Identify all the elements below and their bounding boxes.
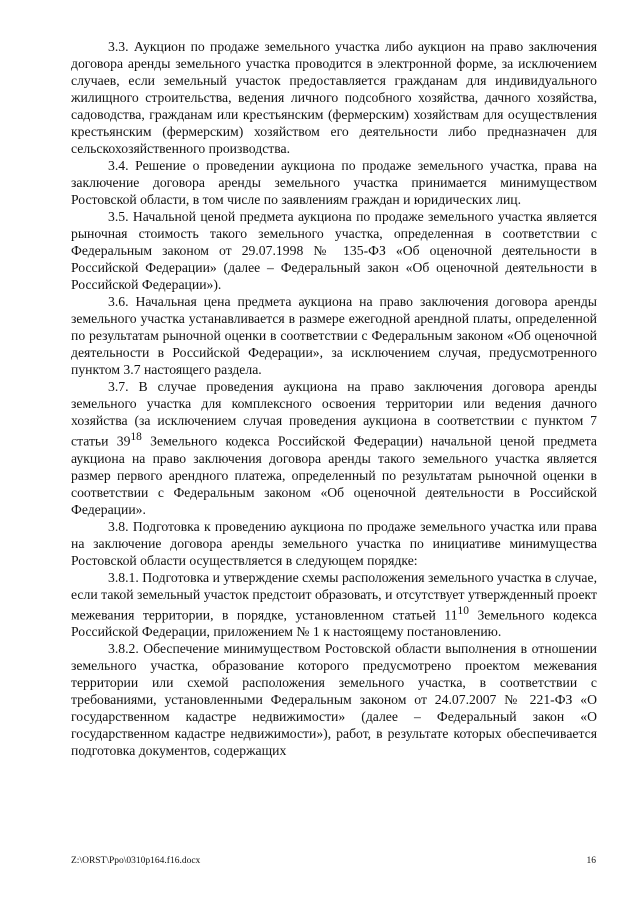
paragraph-number: 3.8.2. (108, 641, 139, 657)
paragraph-text: Подготовка к проведению аукциона по продаже земельного участка или права на заключение договора аренды земельного участка по инициативе минимущества Ростовской области осуществляется в следующем порядке: (71, 518, 597, 568)
paragraph-number: 3.6. (108, 294, 129, 309)
paragraph-3-6 (71, 293, 597, 378)
paragraph-number: 3.7. (108, 379, 129, 394)
document-body (71, 38, 597, 759)
paragraph-3-4 (71, 157, 597, 208)
paragraph-text: Подготовка и утверждение схемы расположения земельного участка в случае, если такой земельный участок предстоит образовать, и отсутствует утвержденный проект межевания территории, в порядке, установленном статьей 11 (71, 569, 598, 623)
paragraph-number: 3.4. (108, 158, 129, 173)
paragraph-text: Решение о проведении аукциона по продаже земельного участка, права на заключение договора аренды земельного участка принимается минимуществом Ростовской области, в том числе по заявлениям граждан и юридических лиц. (71, 158, 597, 207)
paragraph-text: В случае проведения аукциона на право заключения договора аренды земельного участка для комплексного освоения территории или ведения дачного хозяйства (за исключением случая проведения аукциона в соответствии с пунктом 7 статьи 39 (71, 379, 597, 449)
paragraph-text: Обеспечение минимуществом Ростовской области выполнения в отношении земельного участка, образование которого предусмотрено проектом межевания территории или схемой расположения земельного участка, в соответствии с требованиями, установленными Федеральным законом от 24.07.2007 № 221-ФЗ «О государственном кадастре недвижимости» (далее – Федеральный закон «О государственном кадастре недвижимости»), работ, в результате которых обеспечивается подготовка документов, содержащих (71, 641, 598, 759)
paragraph-text: Начальная цена предмета аукциона на право заключения договора аренды земельного участка устанавливается в размере ежегодной арендной платы, определенной по результатам рыночной оценки в соответствии с Федеральным законом «Об оценочной деятельности в Российской Федерации», за исключением случая, предусмотренного пунктом 3.7 настоящего раздела. (71, 294, 597, 377)
superscript-article-number: 10 (457, 604, 469, 617)
paragraph-3-8 (71, 518, 597, 569)
paragraph-text: Земельного кодекса Российской Федерации, приложением № 1 к настоящему постановлению. (71, 607, 598, 640)
paragraph-3-7 (71, 378, 597, 518)
paragraph-number: 3.5. (108, 209, 129, 224)
paragraph-number: 3.8. (108, 518, 129, 534)
paragraph-3-5 (71, 208, 597, 293)
paragraph-text: Начальной ценой предмета аукциона по продаже земельного участка является рыночная стоимость такого земельного участка, определенная в соответствии с Федеральным законом от 29.07.1998 № 135-ФЗ «Об оценочной деятельности в Российской Федерации» (далее – Федеральный закон «Об оценочной деятельности в Российской Федерации»). (71, 209, 598, 292)
paragraph-3-8-2 (71, 640, 597, 759)
paragraph-number: 3.3. (108, 39, 129, 54)
paragraph-text: Земельного кодекса Российской Федерации) начальной ценой предмета аукциона на право заключения договора аренды такого земельного участка является размер первого арендного платежа, определенный по результатам рыночной оценки в соответствии с Федеральным законом «Об оценочной деятельности в Российской Федерации». (71, 433, 597, 517)
file-path: Z:\ORST\Ppo\0310p164.f16.docx (71, 856, 201, 866)
paragraph-3-8-1 (71, 569, 597, 641)
page-footer (71, 856, 596, 866)
page-number: 16 (586, 856, 596, 866)
paragraph-number: 3.8.1. (108, 569, 139, 585)
superscript-article-number: 18 (130, 431, 142, 443)
paragraph-3-3 (71, 38, 597, 157)
paragraph-text: Аукцион по продаже земельного участка либо аукцион на право заключения договора аренды земельного участка проводится в электронной форме, за исключением случаев, если земельный участок предоставляется гражданам для индивидуального жилищного строительства, ведения личного подсобного хозяйства, дачного хозяйства, садоводства, гражданам или крестьянским (фермерским) хозяйствам для осуществления крестьянским (фермерским) хозяйством его деятельности либо предназначен для сельскохозяйственного производства. (71, 39, 598, 156)
